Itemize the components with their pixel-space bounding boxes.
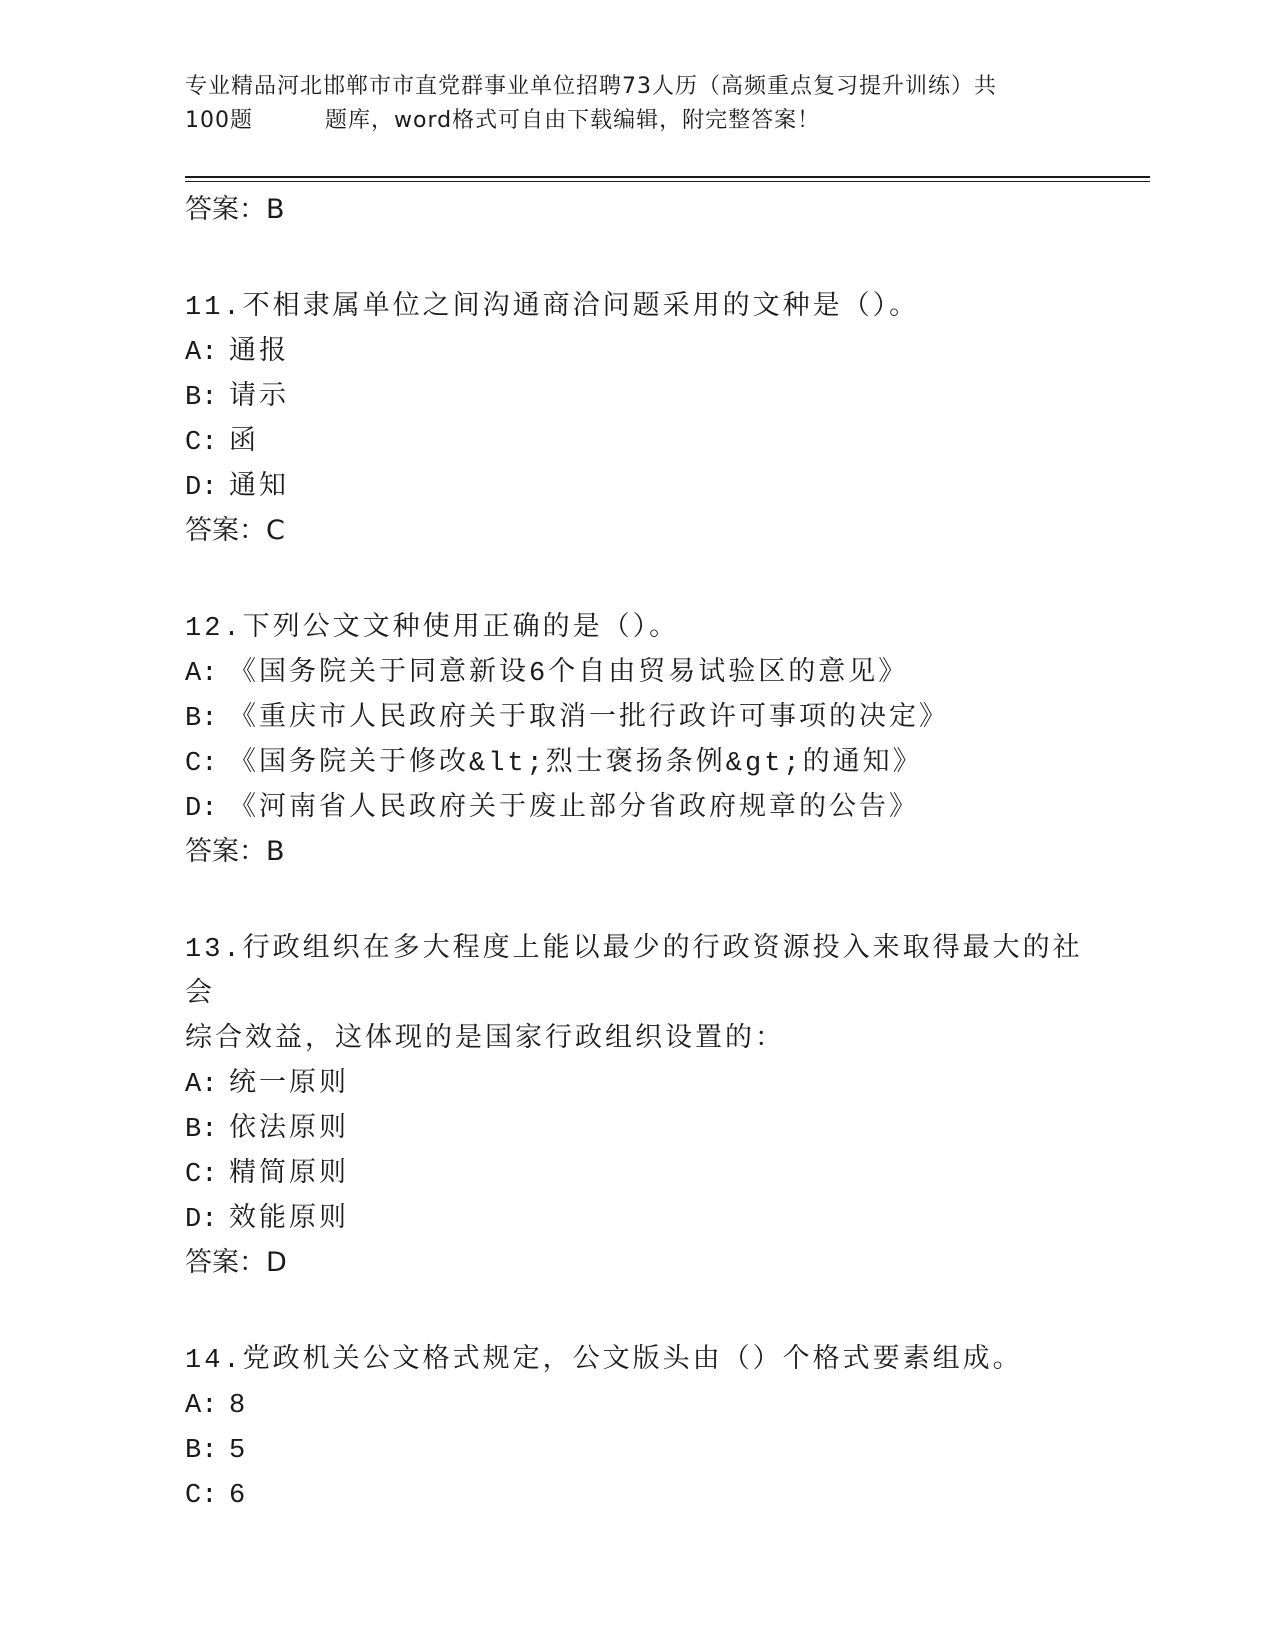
answer-13: 答案：D <box>185 1247 287 1278</box>
option-label: A: <box>185 338 218 368</box>
option-b <box>185 1429 1085 1474</box>
option-label: C: <box>185 1160 218 1190</box>
option-d <box>185 787 1085 832</box>
option-c <box>185 1153 1085 1198</box>
question-stem-line-1: 13.行政组织在多大程度上能以最少的行政资源投入来取得最大的社会 <box>185 935 1083 1010</box>
option-c <box>185 421 1085 466</box>
option-text: 精简原则 <box>229 1160 349 1190</box>
option-label: D: <box>185 1205 218 1235</box>
answer-12: 答案：B <box>185 836 285 867</box>
question-stem-line-2: 综合效益，这体现的是国家行政组织设置的： <box>185 1025 785 1055</box>
option-label: B: <box>185 1436 218 1466</box>
option-text: 《河南省人民政府关于废止部分省政府规章的公告》 <box>229 794 919 824</box>
question-stem: 11.不相隶属单位之间沟通商洽问题采用的文种是（）。 <box>185 293 920 323</box>
question-14 <box>185 1339 1085 1519</box>
option-text: 函 <box>229 428 259 458</box>
option-a <box>185 1063 1085 1108</box>
option-label: D: <box>185 794 218 824</box>
option-c <box>185 742 1085 787</box>
question-stem: 14.党政机关公文格式规定，公文版头由（）个格式要素组成。 <box>185 1346 1023 1376</box>
option-b <box>185 376 1085 421</box>
option-text: 6 <box>229 1481 249 1511</box>
option-text: 通知 <box>229 473 289 503</box>
option-b <box>185 697 1085 742</box>
question-11 <box>185 286 1085 549</box>
option-label: C: <box>185 749 218 779</box>
option-label: A: <box>185 1070 218 1100</box>
option-text: 《国务院关于修改&lt;烈士褒扬条例&gt;的通知》 <box>229 749 923 779</box>
option-text: 效能原则 <box>229 1205 349 1235</box>
option-a <box>185 652 1085 697</box>
option-a <box>185 1384 1085 1429</box>
option-text: 依法原则 <box>229 1115 349 1145</box>
option-text: 《国务院关于同意新设6个自由贸易试验区的意见》 <box>229 659 909 689</box>
option-label: C: <box>185 1481 218 1511</box>
option-label: B: <box>185 383 218 413</box>
question-12 <box>185 607 1085 870</box>
option-text: 请示 <box>229 383 289 413</box>
header-divider <box>185 176 1150 178</box>
option-text: 5 <box>229 1436 249 1466</box>
header-line-2-text: 题库，word格式可自由下载编辑，附完整答案！ <box>325 108 821 133</box>
option-label: B: <box>185 1115 218 1145</box>
question-13 <box>185 928 1085 1281</box>
option-text: 统一原则 <box>229 1070 349 1100</box>
option-label: A: <box>185 659 218 689</box>
option-label: B: <box>185 704 218 734</box>
document-header <box>185 70 1085 138</box>
header-line-1: 专业精品河北邯郸市市直党群事业单位招聘73人历（高频重点复习提升训练）共 <box>185 74 997 99</box>
page-content <box>185 190 1085 1519</box>
answer-10: 答案：B <box>185 194 285 225</box>
answer-11: 答案：C <box>185 515 285 546</box>
option-d <box>185 466 1085 511</box>
option-label: C: <box>185 428 218 458</box>
header-line-2-count: 100题 <box>185 108 253 133</box>
option-label: A: <box>185 1391 218 1421</box>
header-divider-thin <box>185 181 1150 182</box>
option-label: D: <box>185 473 218 503</box>
option-text: 8 <box>229 1391 249 1421</box>
header-line-2 <box>185 104 1085 138</box>
option-c <box>185 1474 1085 1519</box>
option-a <box>185 331 1085 376</box>
option-b <box>185 1108 1085 1153</box>
question-stem: 12.下列公文文种使用正确的是（）。 <box>185 614 680 644</box>
option-text: 通报 <box>229 338 289 368</box>
option-text: 《重庆市人民政府关于取消一批行政许可事项的决定》 <box>229 704 949 734</box>
option-d <box>185 1198 1085 1243</box>
